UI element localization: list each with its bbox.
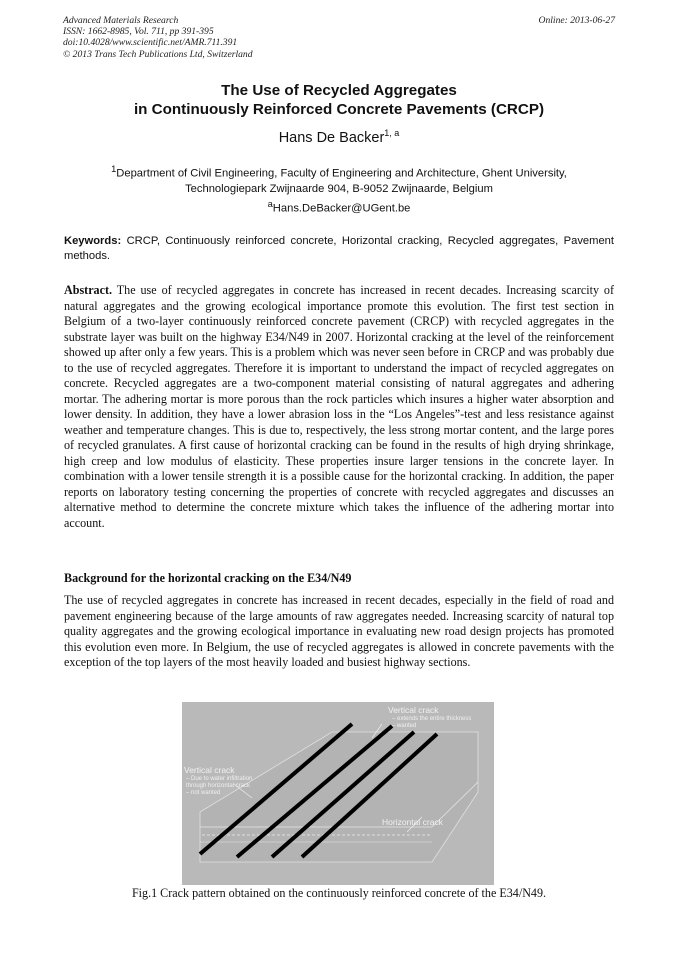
author-sup: 1, a bbox=[384, 128, 400, 138]
label-vertical-crack-right: Vertical crack bbox=[388, 705, 439, 715]
note-right-1: – extends the entire thickness bbox=[392, 716, 472, 722]
journal-name: Advanced Materials Research bbox=[63, 15, 179, 26]
notes-right bbox=[392, 716, 471, 730]
author bbox=[0, 128, 678, 146]
paper-title bbox=[40, 81, 638, 119]
note-left-1: – Due to water infiltration bbox=[186, 776, 253, 782]
abstract-text: The use of recycled aggregates in concrete has increased in recent decades. Increasing scarcity of natural aggregates and the growing ecological importance promote this evolution. The first test section in Belgium of a two-layer continuously reinforced concrete pavement (CRCP) with recycled aggregates in the substrate layer was built on the highway E34/N49 in 2007. Horizontal cracking at the level of the reinforcement showed up after only a few years. This is a problem which was never seen before in CRCP and was probably due to the use of recycled aggregates. Therefore it is important to understand the impact of recycled aggregates on concrete. Recycled aggregates are a two-component material consisting of natural aggregates and adhering mortar. The adhering mortar is more porous than the rock particles which insures a higher water absorption and lower density. In addition, they have a lower abrasion loss in the “Los Angeles”-test and less resistance against weather and temperature changes. This is due to, respectively, the less strong mortar content, and the large pores of recycled granulates. A first cause of horizontal cracking can be found in the results of high drying shrinkage, high creep and low modulus of elasticity. These properties insure larger tensions in the concrete layer. In combination with a lower tensile strength it is a possible cause for the horizontal cracking. In addition, the paper reports on laboratory testing concerning the properties of concrete with recycled aggregates and discusses an alternative method to determine the concrete mixture which takes the influence of the adhering mortar into account. bbox=[64, 283, 615, 530]
label-horizontal-crack: Horizontal crack bbox=[382, 817, 443, 827]
notes-left bbox=[186, 776, 252, 797]
online-date: Online: 2013-06-27 bbox=[538, 15, 615, 26]
copyright-line: © 2013 Trans Tech Publications Ltd, Switzerland bbox=[63, 48, 253, 60]
abstract bbox=[64, 283, 614, 531]
keywords-label: Keywords: bbox=[64, 235, 122, 247]
journal-header bbox=[63, 15, 253, 60]
affiliation-line-2: Technologiepark Zwijnaarde 904, B-9052 Zwijnaarde, Belgium bbox=[185, 182, 493, 195]
section-text: The use of recycled aggregates in concrete has increased in recent decades, especially in the field of road and pavement engineering because of the large amounts of raw aggregates needed. Increasing scarcity of natural top quality aggregates and the growing ecological importance in evaluating new road design projects has promoted this evolution even more. In Belgium, the use of recycled aggregates is allowed in concrete pavements with the exception of the top layers of the most heavily loaded and busiest highway sections. bbox=[64, 593, 614, 669]
note-left-3: – not wanted bbox=[186, 790, 221, 796]
crack-pattern-figure bbox=[182, 702, 494, 885]
email-sup: a bbox=[267, 199, 273, 209]
keywords-text: CRCP, Continuously reinforced concrete, Horizontal cracking, Recycled aggregates, Pavement methods. bbox=[64, 235, 615, 262]
note-left-2: through horizontal crack bbox=[186, 783, 251, 789]
issn-line: ISSN: 1662-8985, Vol. 711, pp 391-395 bbox=[63, 26, 214, 38]
note-right-2: – wanted bbox=[392, 723, 417, 729]
abstract-label: Abstract. bbox=[64, 283, 113, 297]
email bbox=[0, 199, 678, 215]
affiliation-line-1: Department of Civil Engineering, Faculty of Engineering and Architecture, Ghent University, bbox=[116, 167, 567, 180]
section-heading: Background for the horizontal cracking on the E34/N49 bbox=[64, 571, 352, 585]
doi-line: doi:10.4028/www.scientific.net/AMR.711.391 bbox=[63, 37, 238, 49]
affiliation-sup: 1 bbox=[111, 164, 117, 174]
title-line-2: in Continuously Reinforced Concrete Pavements (CRCP) bbox=[133, 101, 545, 118]
label-vertical-crack-left: Vertical crack bbox=[184, 765, 235, 775]
email-address: Hans.DeBacker@UGent.be bbox=[272, 202, 411, 215]
keywords bbox=[64, 234, 614, 264]
affiliation bbox=[70, 162, 608, 197]
title-line-1: The Use of Recycled Aggregates bbox=[221, 82, 457, 99]
author-name: Hans De Backer bbox=[278, 129, 385, 146]
figure-caption: Fig.1 Crack pattern obtained on the continuously reinforced concrete of the E34/N49. bbox=[131, 886, 547, 900]
